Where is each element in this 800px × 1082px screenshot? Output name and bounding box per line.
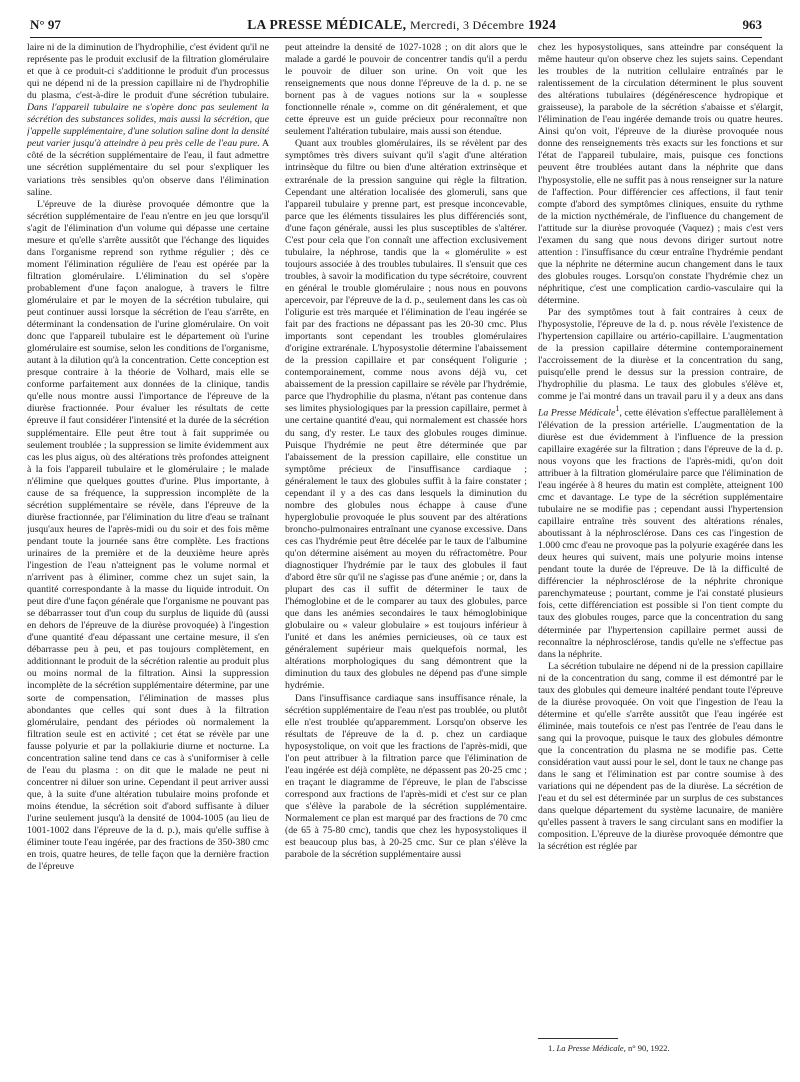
paragraph: La sécrétion tubulaire ne dépend ni de la pression capillaire ni de la concentration du sang, comme il est démontré par le taux des globules qui demeure inaltéré pendant toute l'épreuve de la diurèse provoquée. On voit que l'ingestion de l'eau la détermine et qu'elle s'arrête aussitôt que l'eau ingérée est éliminée, mais toutefois ce n'est pas l'entrée de l'eau dans le sang qui la provoque, puisque le taux des globules démontre que la concentration du plasma ne se modifie pas. Cette considération vaut aussi pour le sel, dont le taux ne change pas dans le sang et l'élimination est par contre soumise à des variations qui ne dépendent pas de la diurèse. La sécrétion de l'eau et du sel est déterminée par un surplus de ces substances dans quelque département du système lacunaire, de manière qu'elles passent à travers le sang circulant sans en modifier la composition. L'épreuve de la diurèse provoquée démontre que la sécrétion est réglée par xyxy=(538,660,783,853)
header-rule xyxy=(30,37,762,38)
footnote-ref: 1 xyxy=(615,404,620,414)
paragraph-text: A côté de la sécrétion supplémentaire de l'eau, il faut admettre une sécrétion supplémentaire du sel pour s'expliquer les variations très sensibles qu'on observe dans l'élimination saline. xyxy=(27,138,269,198)
text-column-3 xyxy=(538,42,783,1072)
paragraph: chez les hyposystoliques, sans atteindre par conséquent la même hauteur qu'on observe chez les sujets sains. Cependant les troubles de la nutrition cellulaire entraînés par le ralentissement de la circulation déterminent le plus souvent des altérations tubulaires (dégénérescence hydropique et graisseuse), la parabole de la sécrétion s'abaisse et s'élargit, l'élimination de l'eau ingérée demande trois ou quatre heures. Ainsi qu'on voit, l'épreuve de la diurèse provoquée nous donne des renseignements très exacts sur les fonctions et sur l'état de l'appareil tubulaire, mais, puisque ces fonctions peuvent être troublées autant dans la néphrite que dans l'hyposystolie, elle ne suffit pas à nous renseigner sur la nature de l'affection. Pour différencier ces affections, il faut tenir compte d'abord des symptômes cliniques, ensuite du rythme de la miction nycthémérale, de l'influence du changement de l'attitude sur la diurèse provoquée (Vaquez) ; mais c'est vers l'examen du sang que nous devons diriger surtout notre attention : l'insuffisance du cœur entraîne l'hydrémie pendant que la néphrite ne détermine aucun changement dans le taux des globules rouges. Lorsqu'on constate l'hydrémie chez un néphritique, c'est une complication cardio-vasculaire qui la détermine. xyxy=(538,42,783,306)
paragraph xyxy=(27,42,269,199)
paragraph: L'épreuve de la diurèse provoquée démontre que la sécrétion supplémentaire de l'eau n'entre en jeu que lorsqu'il s'agit de l'élimination d'un volume qui dépasse une certaine mesure et qu'elle s'arrête aussitôt que l'échange des liquides dans l'organisme reprend son rythme régulier ; dès ce moment l'élimination régulière de l'eau est opérée par la filtration glomérulaire. L'élimination du sel s'opère probablement d'une façon analogue, à travers le filtre glomérulaire et par le moyen de la sécrétion tubulaire, qui peut continuer aussi lorsque la sécrétion de l'eau s'arrête, en déterminant la condensation de l'urine glomérulaire. On voit donc que l'appareil tubulaire est le département où l'urine glomérulaire est soumise, selon les conditions de l'organisme, autant à la dilution qu'à la concentration. Cette conception est presque contraire à la théorie de Volhard, mais elle se conforme parfaitement aux données de la clinique, tandis qu'elle nous montre aussi l'importance de l'épreuve de la diurèse fractionnée. Pour évaluer les résultats de cette épreuve il faut considérer l'intensité et la durée de la sécrétion supplémentaire. Elle peut être tout à fait supprimée ou seulement troublée ; la suppression se limite évidemment aux cas les plus aigus, où des altérations très profondes atteignent à la fois l'appareil tubulaire et le glomérulaire ; le malade n'élimine que quelques gouttes d'urine. Plus importante, à cause de sa fréquence, la suppression incomplète de la sécrétion supplémentaire se révèle, dans l'épreuve de la diurèse fractionnée, par l'élimination du litre d'eau se traînant jusqu'aux heures de l'après-midi ou du soir et des fois même pendant toute la journée sans être complète. Les fractions urinaires de la première et de la deuxième heure après l'ingestion de l'eau n'atteignent pas le volume normal et n'arrivent pas à éliminer, comme chez un sujet sain, la quantité correspondante à la masse du liquide introduit. On peut dire d'une façon générale que l'organisme ne pouvant pas se débarrasser tout d'un coup du surplus de liquide dû (aussi en dehors de l'épreuve de la diurèse provoquée) à l'ingestion d'une quantité d'eau dépassant une certaine mesure, il s'en débarrasse peu à peu, et pas toujours complètement, en additionnant le produit de la sécrétion ralentie au produit plus ou moins normal de la filtration. Ainsi la suppression incomplète de la sécrétion supplémentaire détermine, par une sorte de compensation, l'élimination de masses plus abondantes que celles qui sont dues à la filtration glomérulaire, pendant des périodes où normalement la filtration seule est en activité ; cet état se révèle par une fausse polyurie et par la pollakiurie diurne et nocturne. La concentration saline tend dans ce cas à s'uniformiser à celle de l'eau du plasma : on dit que le malade ne peut ni concentrer ni diluer son urine. Cependant il peut arriver aussi que, à la suite d'une altération tubulaire moins profonde et moins étendue, la sécrétion soit d'abord suffisante à diluer l'urine seulement jusqu'à la densité de 1004-1005 (au lieu de 1001-1002 dans l'épreuve de la d. p.), mais qu'elle suffise à éliminer toute l'eau ingérée, par des fractions de 350-380 cmc en trois, quatre heures, de telle façon que la dernière fraction de l'épreuve xyxy=(27,198,269,873)
footnote-title: La Presse Médicale xyxy=(556,1043,624,1053)
paragraph: Dans l'insuffisance cardiaque sans insuffisance rénale, la sécrétion supplémentaire de l'eau n'est pas troublée, ou plutôt elle n'est troublée qu'apparemment. Lorsqu'on observe les résultats de l'épreuve de la d. p. chez un cardiaque hyposystolique, on voit que les fractions de l'après-midi, que l'on peut attribuer à la filtration parce que l'élimination de l'eau ingérée est déjà complète, ne dépassent pas 20-25 cmc ; en traçant le diagramme de l'épreuve, le plan de l'abscisse correspond aux fractions de l'après-midi et c'est sur ce plan que s'élève la parabole de la sécrétion supplémentaire. Normalement ce plan est marqué par des fractions de 70 cmc (de 65 à 75-80 cmc), tandis que chez les hyposystoliques il est beaucoup plus bas, à 20-25 cmc. Sur ce plan s'élève la parabole de la sécrétion supplémentaire aussi xyxy=(285,692,527,861)
issue-date: Mercredi, 3 Décembre xyxy=(409,18,525,32)
paragraph: Quant aux troubles glomérulaires, ils se révèlent par des symptômes très divers suivant qu'il s'agit d'une altération intrinsèque du filtre ou bien d'une altération extrinsèque et extrarénale de la pression sanguine qui règle la filtration. Cependant une altération localisée des glomeruli, sans que l'appareil tubulaire y prenne part, est presque inconcevable, parce que les éléments tissulaires les plus différenciés sont, d'une façon générale, aussi les plus susceptibles de s'altérer. C'est pour cela que l'on connaît une affection exclusivement tubulaire, la néphrose, tandis que la « glomérulite » est toujours associée à des troubles tubulaires. Il s'ensuit que ces troubles, à savoir la modification du type sécrétoire, couvrent en général le trouble glomérulaire ; nous nous en pouvons apercevoir, par l'épreuve de la d. p., seulement dans les cas où l'oligurie est très marquée et l'élimination de l'eau ingérée se fait par des fractions ne dépassant pas les 20-30 cmc. Plus importants sont cependant les troubles glomérulaires d'origine extrarénale. L'hyposystolie détermine l'abaissement de la pression capillaire et par conséquent l'oligurie ; contemporainement, comme nous avons déjà vu, cet abaissement de la pression capillaire se révèle par l'hydrémie, parce que l'hydrophilie du plasma, n'étant pas contenue dans ses limites physiologiques par la pression capillaire, permet à une certaine quantité d'eau, qui normalement est chassée hors du sang, d'y rester. Le taux des globules rouges diminue. Puisque l'hydrémie ne peut être déterminée que par l'abaissement de la pression capillaire, elle constitue un symptôme précieux de l'insuffisance cardiaque ; généralement le taux des globules suffit à la faire constater ; cependant il y a des cas dans lesquels la diminution du nombre des globules nous échappe à cause d'une hyperglobulie provoquée le plus souvent par des altérations broncho-pulmonaires entraînant une cyanose excessive. Dans ces cas l'hydrémie peut être décelée par le taux de l'albumine qu'on détermine aisément au moyen du réfractomètre. Pour diagnostiquer l'hydrémie par le taux des globules il faut d'abord être sûr qu'il ne s'agisse pas d'une anémie ; or, dans la plupart des cas il suffit de déterminer le taux de l'hémoglobine et de le comparer au taux des globules, parce que dans les anémies secondaires le taux hémoglobinique globulaire ou « valeur globulaire » est toujours inférieur à l'unité et dans les anémies pernicieuses, où ce taux est généralement supérieur mais quelquefois normal, les altérations morphologiques du sang démontrent que la diminution du taux des globules ne dépend pas d'une simple hydrémie. xyxy=(285,138,527,692)
header-center: LA PRESSE MÉDICALE, Mercredi, 3 Décembre 1924 xyxy=(247,17,557,32)
footnote xyxy=(538,1043,783,1054)
footnote-number: 1. xyxy=(548,1043,555,1053)
issue-year: 1924 xyxy=(527,17,557,32)
running-header xyxy=(30,17,762,35)
text-column-1 xyxy=(27,42,269,1072)
issue-number: N° 97 xyxy=(30,17,61,32)
emphasized-text: La Presse Médicale xyxy=(538,407,616,419)
paragraph: peut atteindre la densité de 1027-1028 ; on dit alors que le malade a gardé le pouvoir de concentrer tandis qu'il a perdu le pouvoir de diluer son urine. On voit que les renseignements que nous donne l'épreuve de la d. p. ne se bornent pas à de vagues notions sur la « souplesse fonctionnelle rénale », comme on dit généralement, et que cette épreuve est un guide précieux pour reconnaître non seulement l'altération tubulaire, mais aussi son étendue. xyxy=(285,42,527,138)
paragraph-text: , cette élévation s'effectue parallèlement à l'élévation de la pression artérielle. L'augmentation de la diurèse est due évidemment à l'influence de la pression capillaire exagérée sur la filtration ; dans l'épreuve de la d. p. nous voyons que les fractions de l'après-midi, qu'on doit attribuer à la filtration glomérulaire parce que l'élimination de l'eau ingérée à 8 heures du matin est complète, atteignent 100 cmc et davantage. Le type de la sécrétion supplémentaire tubulaire ne se modifie pas ; cependant aussi l'hypertension capillaire entraîne très souvent des altérations rénales, aboutissant à la néphrosclérose. Dans ces cas l'ingestion de 1.000 cmc d'eau ne provoque pas la polyurie exagérée dans les deux heures qui suivent, mais une polyurie moins intense pendant toute la durée de l'épreuve. De là la difficulté de différencier la néphrosclérose de la néphrite chronique parenchymateuse ; pourtant, comme je l'ai constaté plusieurs fois, cette différenciation est possible si l'on tient compte du taux des globules rouges, parce que la concentration du sang déterminée par l'hypertension capillaire permet aussi de reconnaître la néphrosclérose, tandis qu'elle ne s'effectue pas dans la néphrite. xyxy=(538,407,783,660)
footnote-rule xyxy=(538,1038,618,1039)
text-column-2 xyxy=(285,42,527,1072)
footnote-text: , n° 90, 1922. xyxy=(623,1043,670,1053)
paragraph xyxy=(538,307,783,661)
paragraph-text: Par des symptômes tout à fait contraires à ceux de l'hyposystolie, l'épreuve de la d. p. nous révèle l'existence de l'hypertension capillaire ou artério-capillaire. L'augmentation de la pression capillaire détermine contemporainement l'accroissement de la diurèse et la concentration du sang, puisqu'elle prend le dessus sur la pression contraire, de l'hydrophilie du plasma. Le taux des globules s'élève et, comme je l'ai montré dans un travail paru il y a deux ans dans xyxy=(538,307,783,403)
paragraph-text: laire ni de la diminution de l'hydrophilie, c'est évident qu'il ne représente pas le produit exclusif de la filtration glomérulaire et que à ce produit-ci s'additionne le produit d'un processus qui ne dépend ni de la pression capillaire ni de l'hydrophilie du plasma, c'est-à-dire le produit d'une sécrétion tubulaire. xyxy=(27,42,269,102)
column-body xyxy=(538,42,783,1032)
journal-title: LA PRESSE MÉDICALE xyxy=(247,17,403,32)
page-number: 963 xyxy=(742,17,762,32)
emphasized-text: Dans l'appareil tubulaire ne s'opère donc pas seulement la sécrétion des substances solides, mais aussi la sécrétion, que j'appelle supplémentaire, d'une solution saline dont la densité peut varier jusqu'à atteindre à peu près celle de l'eau pure. xyxy=(27,102,269,150)
